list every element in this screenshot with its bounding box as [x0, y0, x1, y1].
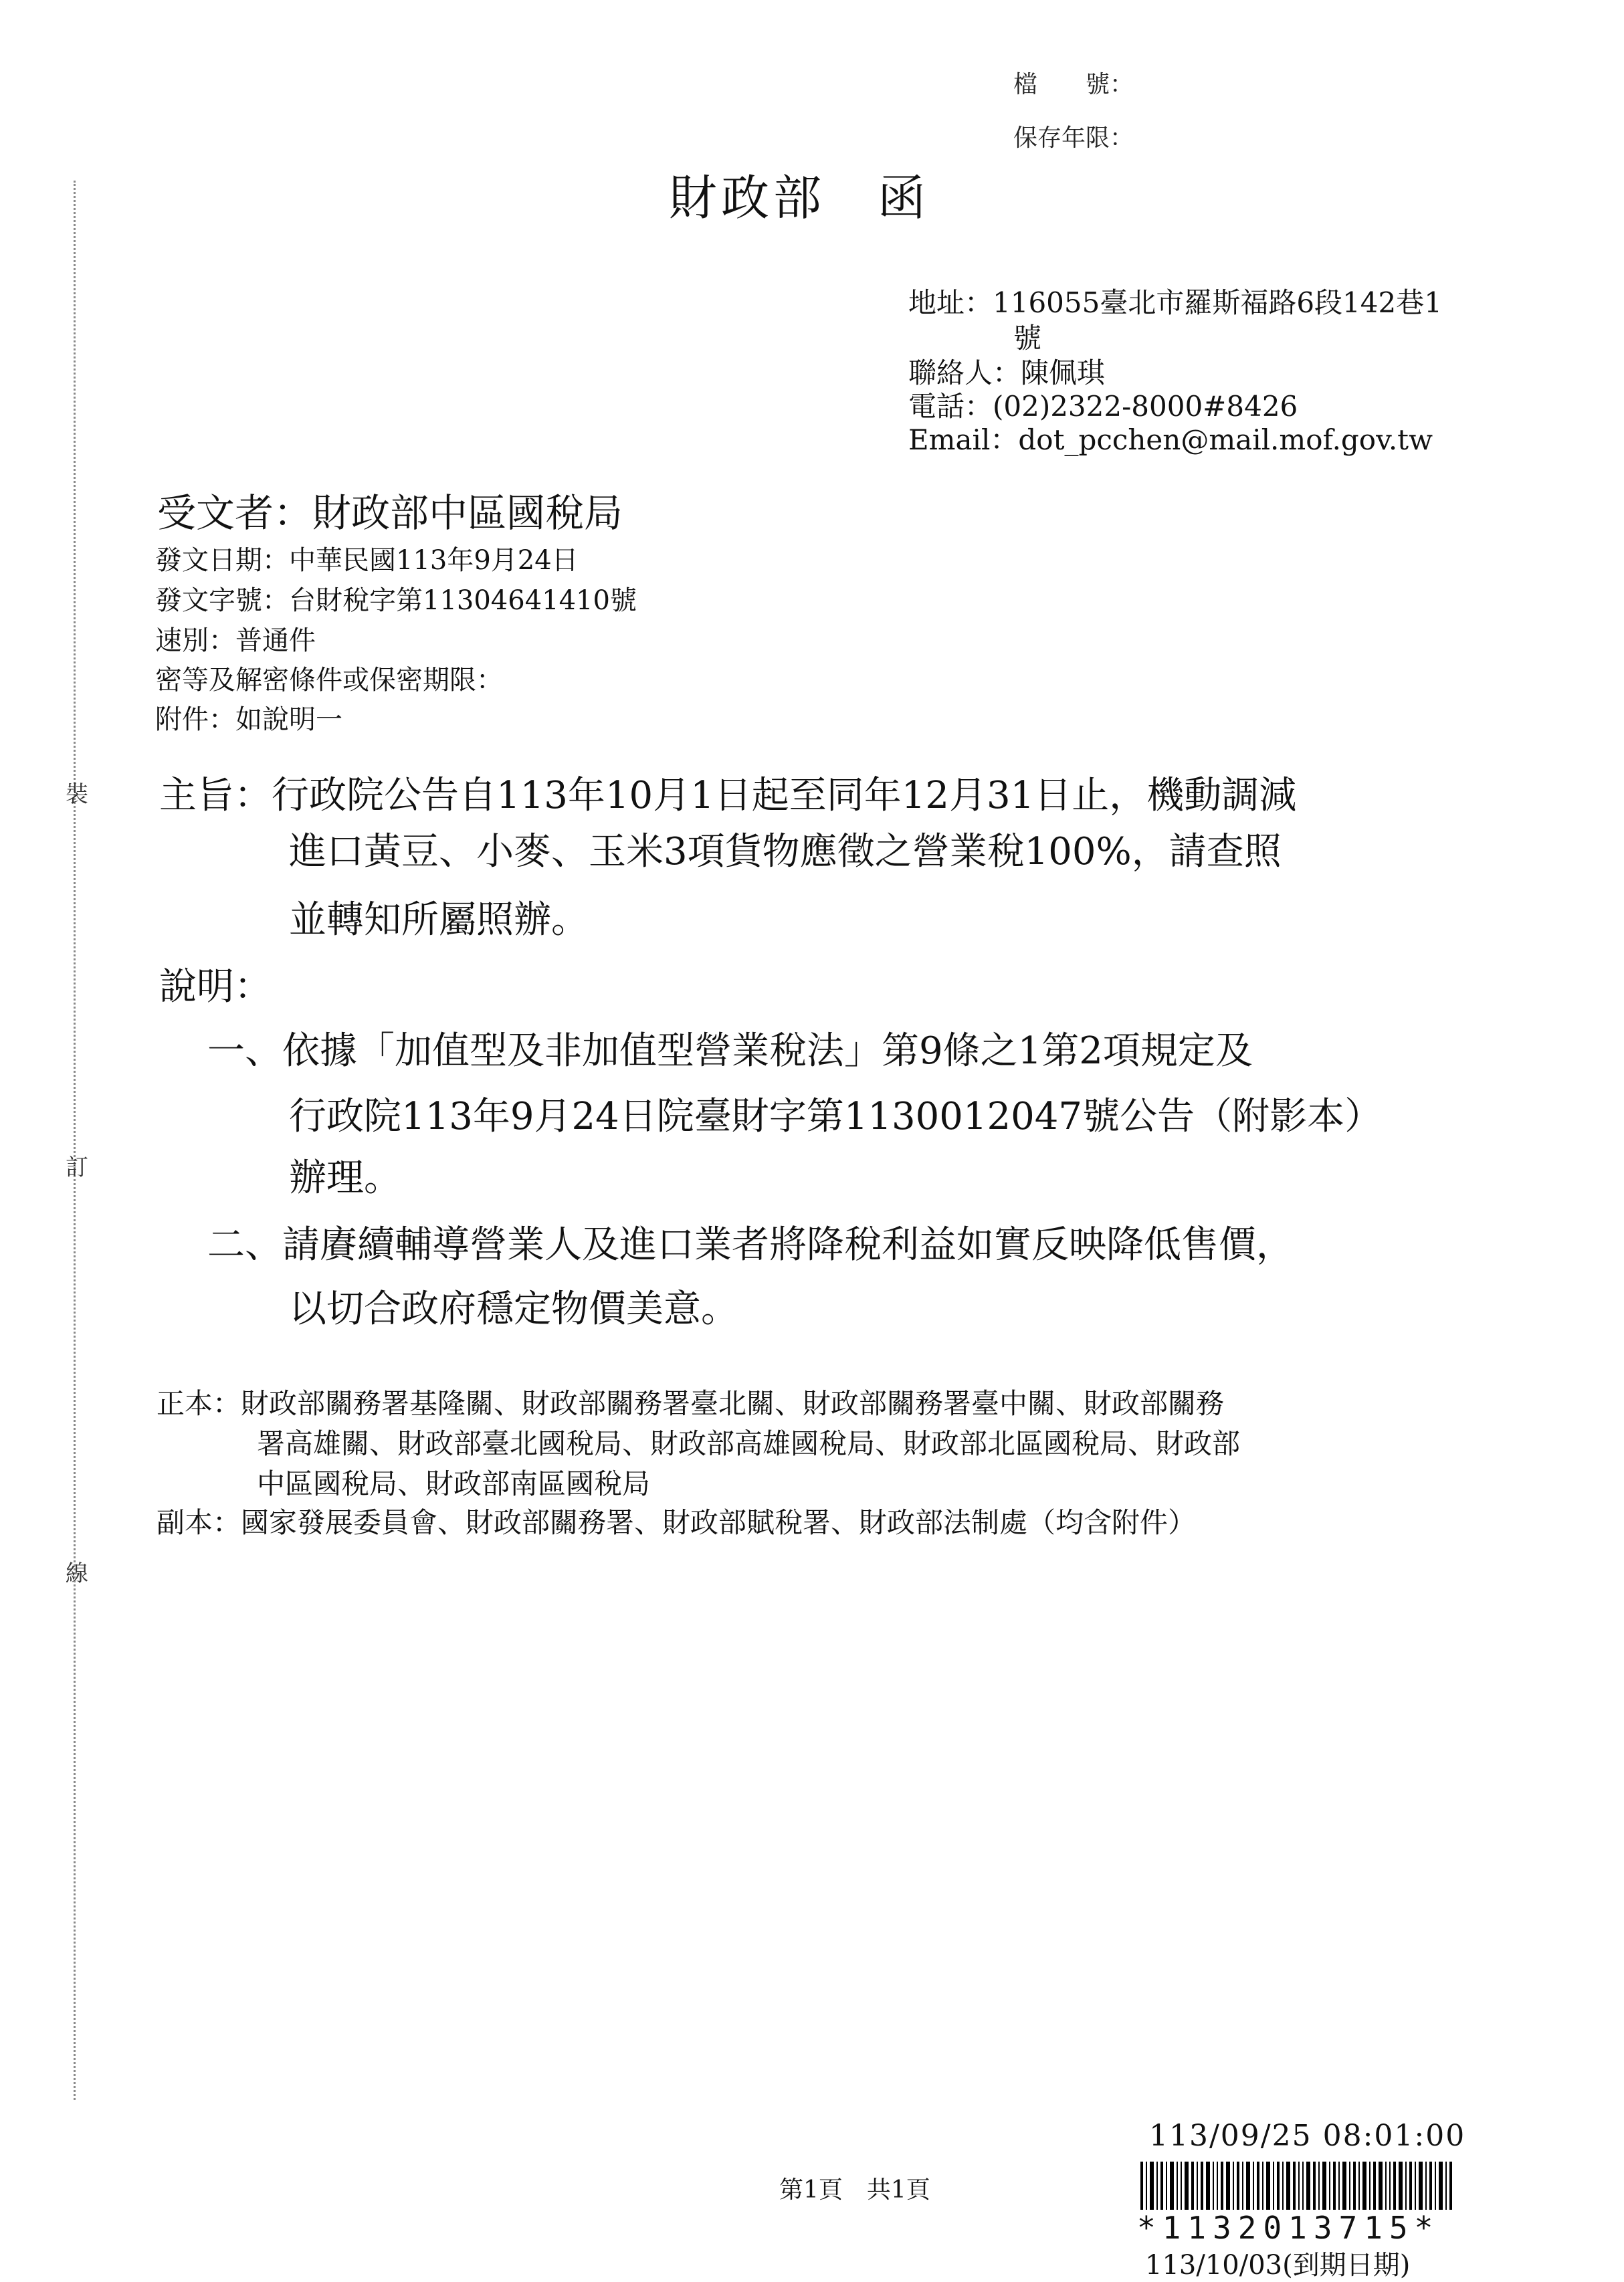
secrecy-level: 密等及解密條件或保密期限：: [155, 665, 503, 696]
explanation-item-2-line-2: 以切合政府穩定物價美意。: [289, 1287, 738, 1331]
contact-person: 聯絡人：陳佩琪: [908, 356, 1106, 389]
binding-dotted-line: [74, 181, 76, 2100]
document-title: 財政部 函: [669, 170, 930, 226]
original-recipients-line-3: 中區國稅局、財政部南區國稅局: [257, 1467, 651, 1500]
original-recipients-line-1: 正本：財政部關務署基隆關、財政部關務署臺北關、財政部關務署臺中關、財政部關務: [157, 1387, 1225, 1420]
binding-mark-zhuang: 裝: [66, 781, 88, 808]
duplicate-recipients: 副本：國家發展委員會、財政部關務署、財政部賦稅署、財政部法制處（均含附件）: [157, 1506, 1197, 1539]
file-number-label: 檔 號：: [1013, 71, 1134, 98]
subject-line-1: 主旨：行政院公告自113年10月1日起至同年12月31日止，機動調減: [159, 774, 1297, 817]
document-number: 發文字號：台財稅字第11304641410號: [155, 585, 637, 616]
recipient: 受文者：財政部中區國稅局: [157, 490, 623, 536]
issue-date: 發文日期：中華民國113年9月24日: [155, 545, 579, 576]
page-number: 第1頁 共1頁: [779, 2176, 930, 2204]
delivery-speed: 速別：普通件: [155, 625, 316, 656]
subject-line-2: 進口黃豆、小麥、玉米3項貨物應徵之營業稅100%，請查照: [289, 830, 1282, 873]
original-recipients-line-2: 署高雄關、財政部臺北國稅局、財政部高雄國稅局、財政部北區國稅局、財政部: [257, 1427, 1241, 1460]
received-timestamp: 113/09/25 08:01:00: [1149, 2119, 1466, 2153]
contact-phone: 電話：(02)2322-8000#8426: [908, 390, 1298, 423]
explanation-item-1-line-1: 一、依據「加值型及非加值型營業稅法」第9條之1第2項規定及: [207, 1029, 1253, 1073]
due-date: 113/10/03(到期日期): [1145, 2250, 1411, 2281]
address-line-1: 地址：116055臺北市羅斯福路6段142巷1: [908, 286, 1442, 319]
subject-line-3: 並轉知所屬照辦。: [289, 898, 589, 942]
attachment: 附件：如說明一: [155, 704, 342, 735]
explanation-item-1-line-3: 辦理。: [289, 1156, 401, 1200]
explanation-item-1-line-2: 行政院113年9月24日院臺財字第1130012047號公告（附影本）: [289, 1095, 1383, 1138]
retention-period-label: 保存年限：: [1013, 124, 1134, 152]
binding-mark-ding: 訂: [66, 1154, 88, 1181]
binding-mark-xian: 線: [66, 1560, 88, 1587]
contact-email: Email：dot_pcchen@mail.mof.gov.tw: [908, 423, 1433, 456]
explanation-heading: 說明：: [159, 965, 272, 1009]
address-line-2: 號: [1013, 322, 1042, 354]
explanation-item-2-line-1: 二、請賡續輔導營業人及進口業者將降稅利益如實反映降低售價，: [207, 1223, 1294, 1267]
barcode-number: *1132013715*: [1137, 2210, 1440, 2246]
barcode-icon: [1140, 2162, 1455, 2210]
